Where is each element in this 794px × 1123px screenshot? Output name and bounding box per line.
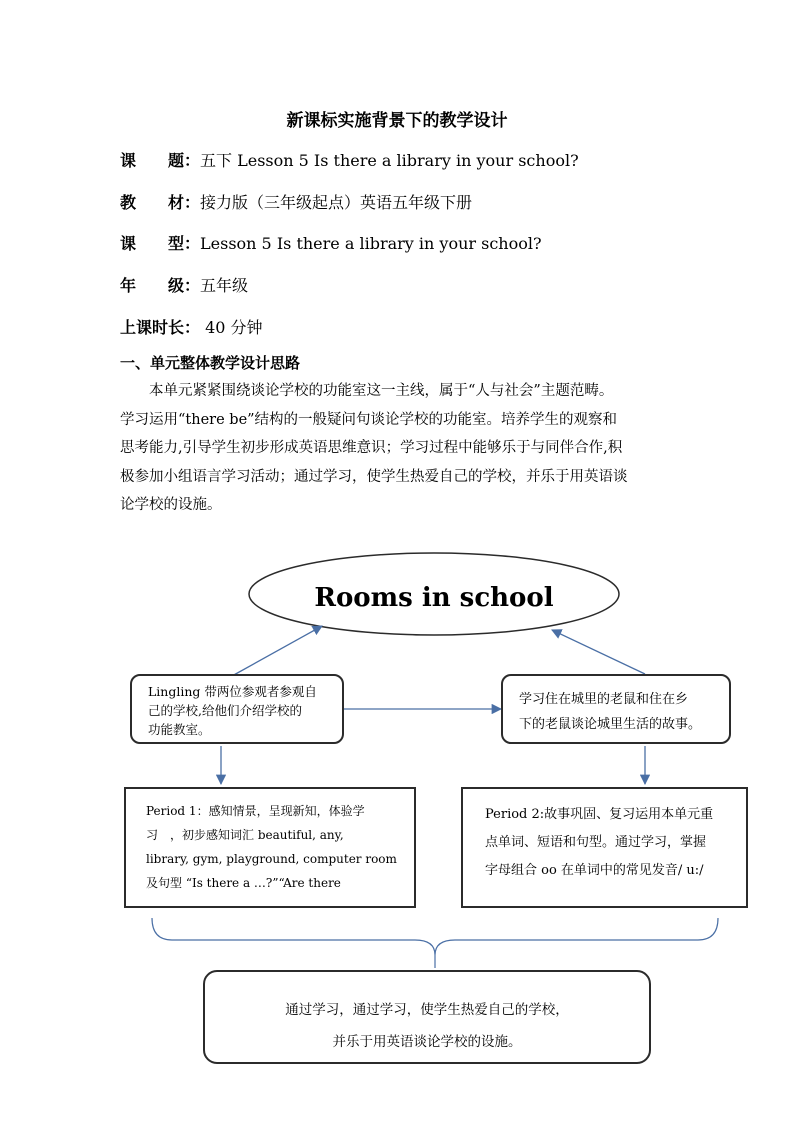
box-line: 功能教室。 [148, 722, 211, 737]
meta-textbook-value: 接力版（三年级起点）英语五年级下册 [200, 193, 473, 212]
diagram-center-label: Rooms in school [314, 583, 554, 613]
meta-lesson-type-key: 课 型： [120, 234, 201, 253]
meta-duration-value: 40 分钟 [200, 318, 263, 337]
box-mouse-story [501, 674, 731, 744]
meta-topic-key: 课 题： [120, 151, 201, 170]
meta-grade-value: 五年级 [200, 276, 249, 295]
meta-duration-key: 上课时长： [120, 318, 201, 337]
section-heading: 一、单元整体教学设计思路 [120, 354, 301, 372]
box-line: 点单词、短语和句型。通过学习，掌握 [485, 835, 707, 850]
paragraph-line: 学习运用“there be”结构的一般疑问句谈论学校的功能室。培养学生的观察和 [120, 411, 618, 428]
meta-textbook-key: 教 材： [120, 193, 201, 212]
paragraph-line: 论学校的设施。 [120, 497, 222, 513]
box-line: Lingling 带两位参观者参观自 [148, 684, 317, 699]
box-line: library, gym, playground, computer room [146, 852, 397, 866]
box-period-2 [461, 787, 748, 908]
box-line: 下的老鼠谈论城里生活的故事。 [519, 717, 702, 732]
box-line: Period 2:故事巩固、复习运用本单元重 [485, 807, 714, 822]
arrow-left-to-center [232, 626, 322, 676]
box-lingling-tour [130, 674, 344, 744]
paragraph-line: 极参加小组语言学习活动；通过学习，使学生热爱自己的学校，并乐于用英语谈 [120, 468, 628, 485]
meta-lesson-type-value: Lesson 5 Is there a library in your school? [200, 234, 542, 253]
meta-grade-key: 年 级： [120, 276, 201, 295]
paragraph-line: 本单元紧紧围绕谈论学校的功能室这一主线，属于“人与社会”主题范畴。 [149, 383, 614, 399]
box-line: 己的学校,给他们介绍学校的 [148, 703, 302, 718]
box-unit-goal [203, 970, 651, 1064]
box-line: 及句型 “Is there a …?”“Are there [146, 876, 341, 890]
box-line: 并乐于用英语谈论学校的设施。 [332, 1034, 522, 1050]
box-line: 学习住在城里的老鼠和住在乡 [519, 692, 689, 707]
brace-connector [152, 918, 718, 955]
document-title: 新课标实施背景下的教学设计 [286, 111, 508, 131]
box-line: 习 ，初步感知词汇 beautiful, any, [146, 828, 344, 842]
box-line: 通过学习，通过学习，使学生热爱自己的学校， [285, 1002, 569, 1018]
box-line: 字母组合 oo 在单词中的常见发音/ u:/ [485, 863, 704, 878]
paragraph-line: 思考能力,引导学生初步形成英语思维意识；学习过程中能够乐于与同伴合作,积 [120, 440, 623, 456]
box-period-1 [124, 787, 416, 908]
box-line: Period 1：感知情景，呈现新知，体验学 [146, 804, 365, 818]
arrow-right-to-center [552, 630, 645, 674]
meta-topic-value: 五下 Lesson 5 Is there a library in your school? [200, 151, 579, 170]
